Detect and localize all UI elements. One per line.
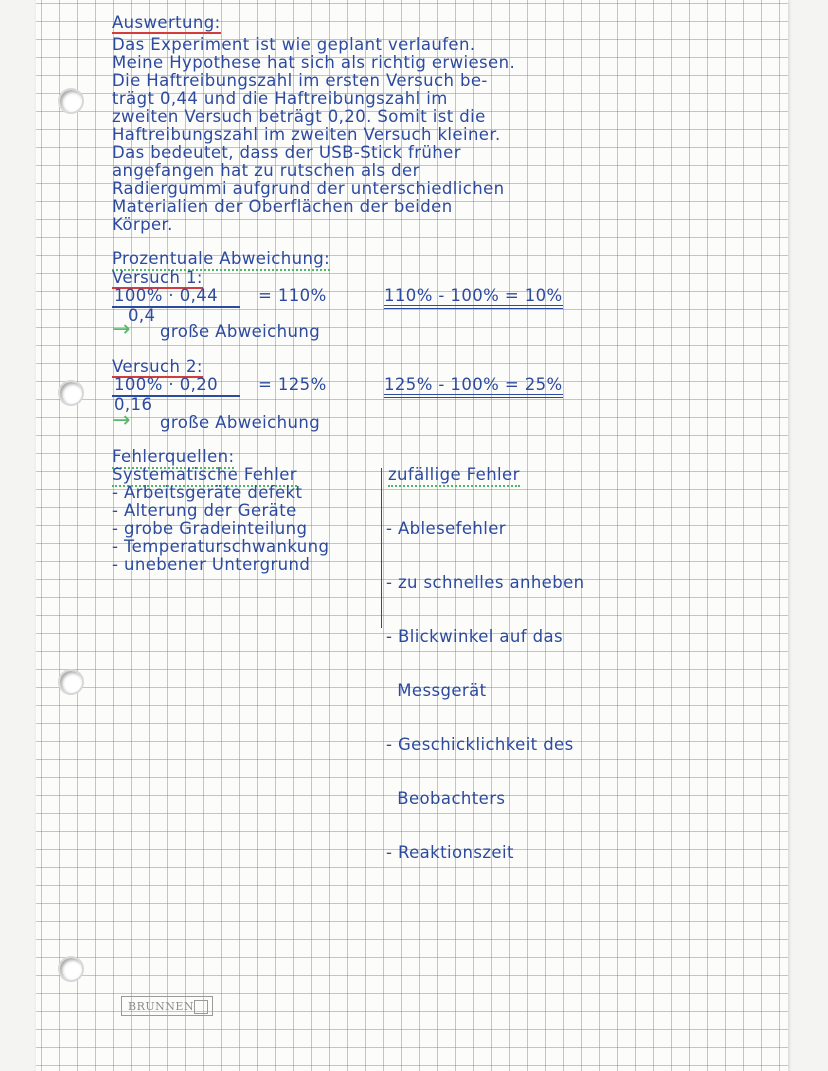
random-errors-list	[386, 484, 585, 880]
punch-hole-3	[58, 669, 84, 695]
evaluation-line: Haftreibungszahl im zweiten Versuch kleiner.	[112, 125, 501, 144]
punch-hole-4	[58, 956, 84, 982]
trial1-label: Versuch 1:	[112, 268, 203, 287]
evaluation-line: Das bedeutet, dass der USB-Stick früher	[112, 143, 461, 162]
evaluation-line: Körper.	[112, 215, 173, 234]
trial1-difference: 110% - 100% = 10%	[384, 287, 563, 305]
list-item: - unebener Untergrund	[112, 555, 311, 574]
evaluation-heading: Auswertung:	[112, 13, 221, 32]
list-item: - Arbeitsgeräte defekt	[112, 483, 303, 502]
random-errors-title: zufällige Fehler	[388, 466, 520, 484]
arrow-icon: →	[112, 408, 131, 433]
trial1-numerator: 100% · 0,44	[114, 286, 219, 305]
evaluation-line: Die Haftreibungszahl im ersten Versuch be-	[112, 71, 488, 90]
systematic-errors-list	[112, 484, 329, 574]
column-divider	[381, 468, 382, 628]
list-item: - Geschicklichkeit des	[386, 735, 574, 754]
trial2-result: = 125%	[258, 375, 327, 394]
list-item: - zu schnelles anheben	[386, 573, 585, 592]
evaluation-line: Meine Hypothese hat sich als richtig erwiesen.	[112, 53, 516, 72]
list-item: - Temperaturschwankung	[112, 537, 330, 556]
trial1-result: = 110%	[258, 286, 327, 305]
evaluation-line: trägt 0,44 und die Haftreibungszahl im	[112, 89, 448, 108]
list-item: - Blickwinkel auf das	[386, 627, 564, 646]
evaluation-line: zweiten Versuch beträgt 0,20. Somit ist die	[112, 107, 486, 126]
trial1-denominator: 0,4	[128, 306, 156, 325]
logo-mark-icon	[194, 1000, 208, 1014]
trial2-denominator: 0,16	[114, 395, 153, 414]
evaluation-line: Das Experiment ist wie geplant verlaufen.	[112, 35, 476, 54]
trial2-difference: 125% - 100% = 25%	[384, 376, 563, 394]
list-item: - Alterung der Geräte	[112, 501, 297, 520]
evaluation-paragraph	[112, 36, 515, 234]
list-item: Messgerät	[386, 681, 487, 700]
deviation-heading: Prozentuale Abweichung:	[112, 250, 330, 268]
systematic-errors-title: Systematische Fehler	[112, 466, 297, 484]
list-item: Beobachters	[386, 789, 506, 808]
evaluation-line: Radiergummi aufgrund der unterschiedlichen	[112, 179, 505, 198]
errors-heading: Fehlerquellen:	[112, 448, 234, 466]
list-item: - grobe Gradeinteilung	[112, 519, 308, 538]
arrow-icon: →	[112, 317, 131, 342]
trial2-note: große Abweichung	[160, 413, 321, 432]
trial2-label: Versuch 2:	[112, 357, 203, 376]
trial2-numerator: 100% · 0,20	[114, 375, 219, 394]
brunnen-logo: BRUNNEN	[121, 996, 213, 1016]
punch-hole-2	[58, 380, 84, 406]
trial1-note: große Abweichung	[160, 322, 321, 341]
list-item: - Ablesefehler	[386, 519, 506, 538]
evaluation-line: Materialien der Oberflächen der beiden	[112, 197, 453, 216]
punch-hole-1	[58, 88, 84, 114]
evaluation-line: angefangen hat zu rutschen als der	[112, 161, 420, 180]
list-item: - Reaktionszeit	[386, 843, 514, 862]
